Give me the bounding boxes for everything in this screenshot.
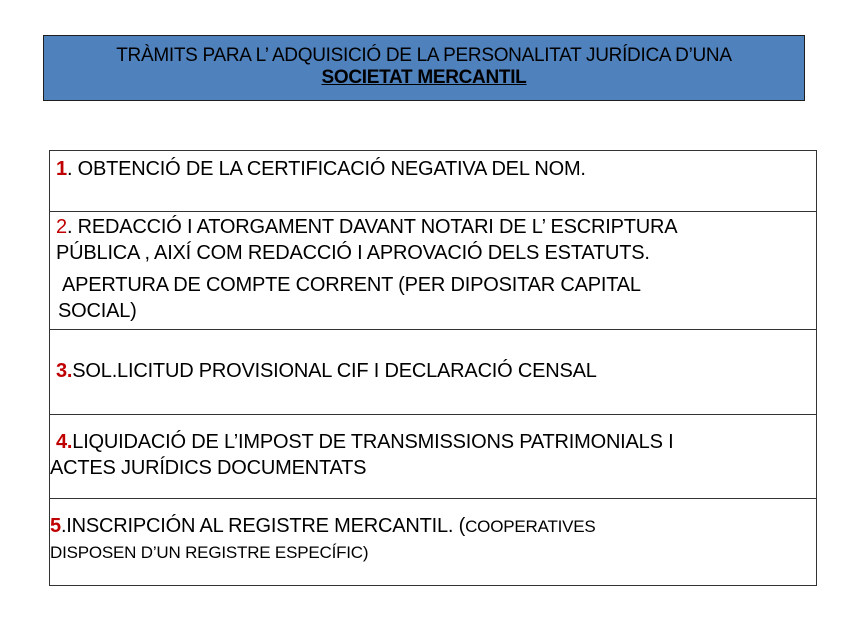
step-1-number: 1 xyxy=(56,158,67,180)
title-box xyxy=(43,35,805,101)
step-5-text-line-2: DISPOSEN D’UN REGISTRE ESPECÍFIC) xyxy=(50,543,369,562)
step-5-text-line-1: .INSCRIPCIÓN AL REGISTRE MERCANTIL. ( xyxy=(60,515,466,537)
step-2-text-line-3: APERTURA DE COMPTE CORRENT (PER DIPOSITAR CAPITAL xyxy=(62,274,641,296)
step-2-number: 2 xyxy=(56,216,67,238)
step-2-text-line-2: PÚBLICA , AIXÍ COM REDACCIÓ I APROVACIÓ DELS ESTATUTS. xyxy=(56,242,650,264)
title-line-2: SOCIETAT MERCANTIL xyxy=(321,67,527,88)
step-2-text-line-1: . REDACCIÓ I ATORGAMENT DAVANT NOTARI DE L’ ESCRIPTURA xyxy=(66,216,678,238)
title-line-1: TRÀMITS PARA L’ ADQUISICIÓ DE LA PERSONALITAT JURÍDICA D’UNA xyxy=(116,45,732,66)
step-4 xyxy=(50,415,816,499)
step-2 xyxy=(50,212,816,330)
step-2-text-line-4: SOCIAL) xyxy=(58,300,137,322)
step-4-number: 4. xyxy=(56,431,73,453)
step-4-text-line-1: LIQUIDACIÓ DE L’IMPOST DE TRANSMISSIONS PATRIMONIALS I xyxy=(72,431,674,453)
step-3-number: 3. xyxy=(56,360,73,382)
step-5-number: 5 xyxy=(50,515,61,537)
step-5-text-line-1-small: COOPERATIVES xyxy=(465,517,596,536)
step-5 xyxy=(50,499,816,585)
step-3-text: SOL.LICITUD PROVISIONAL CIF I DECLARACIÓ CENSAL xyxy=(72,360,597,382)
steps-table xyxy=(49,150,817,586)
step-3 xyxy=(50,330,816,415)
step-4-text-line-2: ACTES JURÍDICS DOCUMENTATS xyxy=(50,457,367,479)
step-1-text: . OBTENCIÓ DE LA CERTIFICACIÓ NEGATIVA DEL NOM. xyxy=(66,158,586,180)
step-1 xyxy=(50,151,816,212)
